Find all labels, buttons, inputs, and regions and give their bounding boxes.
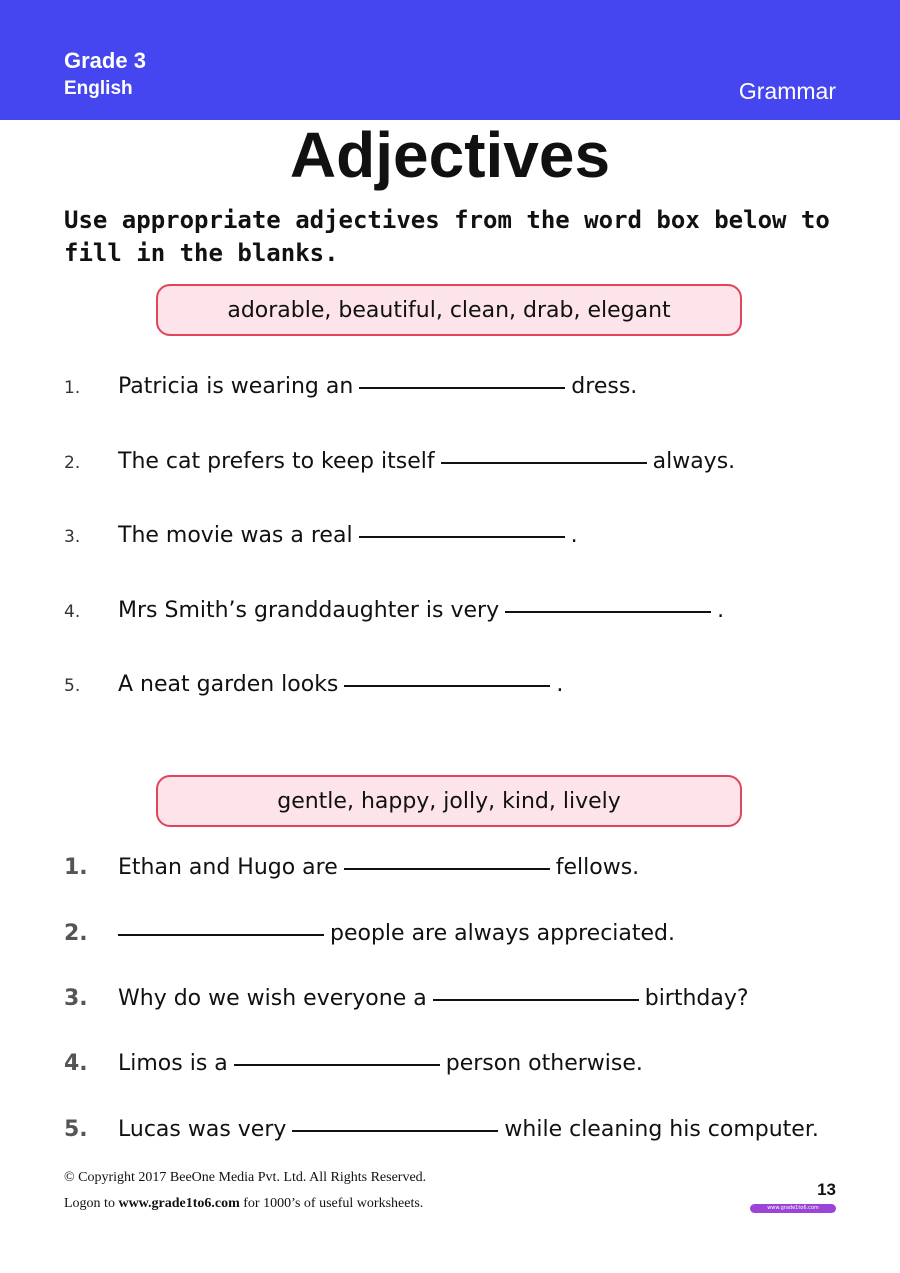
question-text-before: Why do we wish everyone a — [118, 986, 427, 1011]
answer-blank[interactable] — [441, 462, 647, 464]
question-text-after: . — [556, 672, 564, 697]
question-number: 1. — [64, 378, 81, 398]
subject-label: English — [64, 78, 133, 99]
question-2-4 — [64, 1049, 643, 1079]
logon-prefix: Logon to — [64, 1196, 115, 1211]
answer-blank[interactable] — [118, 934, 324, 936]
word-box-2: gentle, happy, jolly, kind, lively — [156, 775, 742, 827]
page-number: 13 — [817, 1180, 836, 1199]
question-text-after: birthday? — [644, 986, 749, 1011]
copyright-notice: © Copyright 2017 BeeOne Media Pvt. Ltd. All Rights Reserved. — [64, 1170, 427, 1185]
answer-blank[interactable] — [344, 868, 550, 870]
question-number: 4. — [64, 1051, 88, 1076]
question-2-1 — [64, 853, 639, 883]
question-2-3 — [64, 984, 749, 1014]
word-box-1: adorable, beautiful, clean, drab, elegant — [156, 284, 742, 336]
question-number: 4. — [64, 602, 81, 622]
question-text-after: fellows. — [555, 855, 640, 880]
question-text-before: The cat prefers to keep itself — [118, 449, 435, 474]
question-text-after: . — [570, 523, 578, 548]
question-text-after: dress. — [571, 374, 638, 399]
site-link[interactable]: www.grade1to6.com — [118, 1196, 240, 1211]
question-1-3 — [64, 521, 578, 552]
answer-blank[interactable] — [359, 387, 565, 389]
question-1-4 — [64, 596, 724, 627]
question-text-after: people are always appreciated. — [330, 921, 675, 946]
answer-blank[interactable] — [292, 1130, 498, 1132]
question-1-5 — [64, 670, 563, 701]
question-2-2 — [64, 919, 675, 949]
question-1-1 — [64, 372, 637, 403]
question-number: 5. — [64, 676, 81, 696]
answer-blank[interactable] — [505, 611, 711, 613]
question-number: 2. — [64, 921, 88, 946]
answer-blank[interactable] — [344, 685, 550, 687]
question-number: 3. — [64, 986, 88, 1011]
topic-label: Grammar — [738, 78, 836, 104]
grade-label: Grade 3 — [64, 48, 146, 73]
logon-notice — [64, 1196, 423, 1212]
question-2-5 — [64, 1115, 819, 1145]
instructions: Use appropriate adjectives from the word box below to fill in the blanks. — [64, 206, 830, 267]
question-text-after: . — [717, 598, 725, 623]
logon-suffix: for 1000’s of useful worksheets. — [243, 1196, 424, 1211]
answer-blank[interactable] — [359, 536, 565, 538]
question-number: 3. — [64, 527, 81, 547]
question-text-before: Lucas was very — [118, 1117, 287, 1142]
question-text-before: The movie was a real — [118, 523, 353, 548]
question-text-before: A neat garden looks — [118, 672, 339, 697]
answer-blank[interactable] — [433, 999, 639, 1001]
question-text-after: while cleaning his computer. — [504, 1117, 819, 1142]
question-number: 1. — [64, 855, 88, 880]
site-pill-badge: www.grade1to6.com — [750, 1204, 836, 1213]
question-text-after: always. — [652, 449, 736, 474]
header-banner — [0, 0, 900, 120]
question-number: 5. — [64, 1117, 88, 1142]
page-title: Adjectives — [289, 119, 611, 191]
question-text-before: Ethan and Hugo are — [118, 855, 338, 880]
question-1-2 — [64, 447, 735, 478]
answer-blank[interactable] — [234, 1064, 440, 1066]
question-text-before: Limos is a — [118, 1051, 228, 1076]
question-number: 2. — [64, 453, 81, 473]
question-text-before: Patricia is wearing an — [118, 374, 354, 399]
question-text-before: Mrs Smith’s granddaughter is very — [118, 598, 500, 623]
question-text-after: person otherwise. — [445, 1051, 643, 1076]
